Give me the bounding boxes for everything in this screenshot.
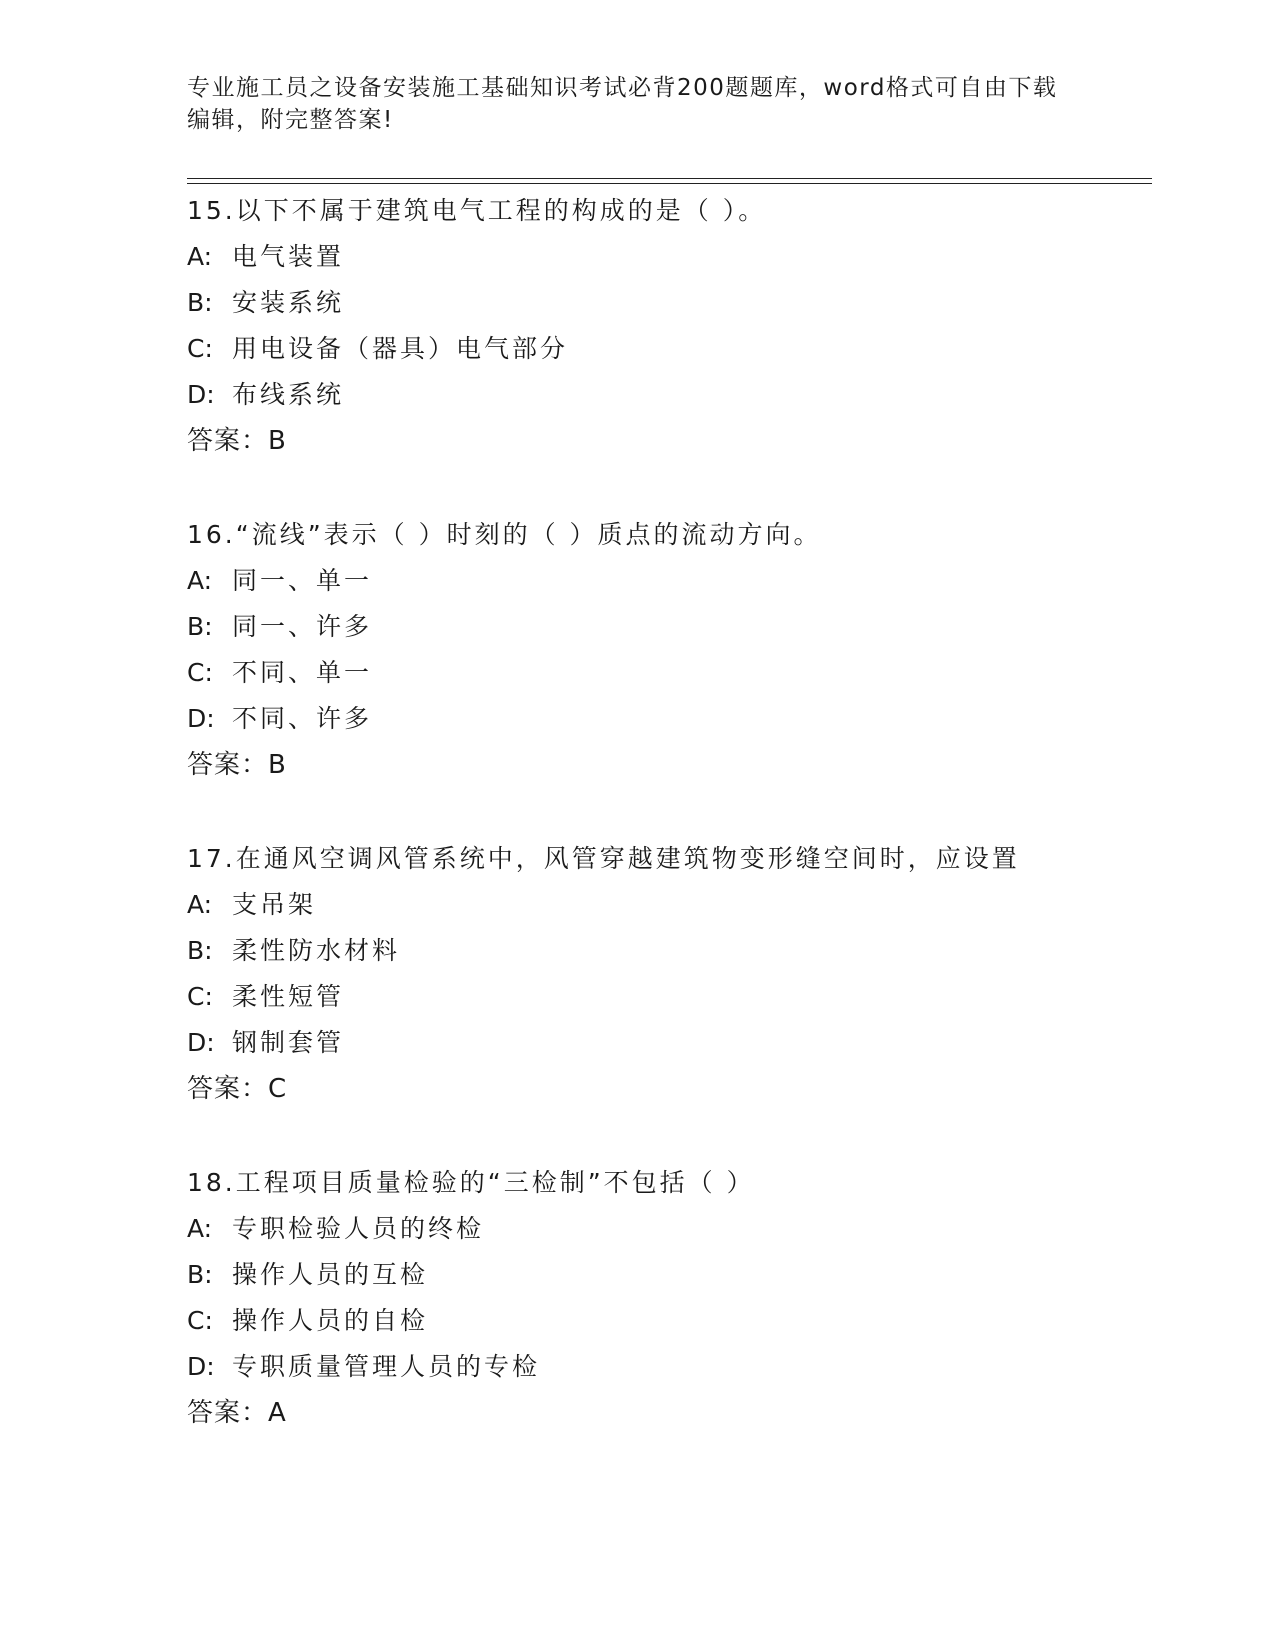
option-c	[187, 1298, 1147, 1344]
option-letter: D:	[187, 380, 215, 409]
header-divider-top	[187, 178, 1152, 179]
option-letter: C:	[187, 1306, 213, 1335]
answer-line: 答案：B	[187, 750, 287, 780]
question-stem: 17.在通风空调风管系统中，风管穿越建筑物变形缝空间时，应设置	[187, 844, 1020, 873]
option-text: 安装系统	[232, 288, 345, 317]
option-text: 钢制套管	[232, 1028, 345, 1057]
option-letter: B:	[187, 936, 213, 965]
option-letter: A:	[187, 566, 213, 595]
answer-line: 答案：B	[187, 426, 287, 456]
option-text: 不同、许多	[232, 704, 373, 733]
option-letter: C:	[187, 334, 213, 363]
option-text: 柔性防水材料	[232, 936, 401, 965]
option-c	[187, 650, 1147, 696]
option-text: 操作人员的互检	[232, 1260, 429, 1289]
header-line-1: 专业施工员之设备安装施工基础知识考试必背200题题库，word格式可自由下载	[187, 75, 1058, 101]
option-a	[187, 1206, 1147, 1252]
option-b	[187, 280, 1147, 326]
option-b	[187, 604, 1147, 650]
option-letter: B:	[187, 1260, 213, 1289]
option-text: 柔性短管	[232, 982, 345, 1011]
option-text: 专职质量管理人员的专检	[232, 1352, 541, 1381]
option-a	[187, 558, 1147, 604]
answer-line: 答案：A	[187, 1398, 287, 1428]
option-d	[187, 1344, 1147, 1390]
option-text: 同一、许多	[232, 612, 373, 641]
option-letter: D:	[187, 704, 215, 733]
option-text: 专职检验人员的终检	[232, 1214, 485, 1243]
option-text: 不同、单一	[232, 658, 373, 687]
option-d	[187, 1020, 1147, 1066]
option-b	[187, 1252, 1147, 1298]
option-letter: A:	[187, 242, 213, 271]
option-letter: C:	[187, 658, 213, 687]
option-letter: A:	[187, 1214, 213, 1243]
option-letter: D:	[187, 1028, 215, 1057]
question-stem: 18.工程项目质量检验的“三检制”不包括（ ）	[187, 1168, 755, 1197]
option-a	[187, 234, 1147, 280]
option-text: 支吊架	[232, 890, 317, 919]
option-text: 同一、单一	[232, 566, 373, 595]
document-header	[187, 72, 1067, 136]
option-d	[187, 696, 1147, 742]
question-stem: 15.以下不属于建筑电气工程的构成的是（ ）。	[187, 196, 767, 225]
question-stem: 16.“流线”表示（ ）时刻的（ ）质点的流动方向。	[187, 520, 822, 549]
option-letter: C:	[187, 982, 213, 1011]
option-text: 用电设备（器具）电气部分	[232, 334, 569, 363]
option-letter: B:	[187, 612, 213, 641]
option-text: 操作人员的自检	[232, 1306, 429, 1335]
option-text: 布线系统	[232, 380, 345, 409]
question-16	[187, 512, 1147, 788]
option-letter: D:	[187, 1352, 215, 1381]
header-line-2: 编辑，附完整答案!	[187, 107, 394, 133]
option-text: 电气装置	[232, 242, 345, 271]
question-17	[187, 836, 1147, 1112]
option-c	[187, 974, 1147, 1020]
option-d	[187, 372, 1147, 418]
option-c	[187, 326, 1147, 372]
option-b	[187, 928, 1147, 974]
header-divider-bottom	[187, 183, 1152, 184]
question-15	[187, 188, 1147, 464]
option-letter: B:	[187, 288, 213, 317]
option-letter: A:	[187, 890, 213, 919]
question-18	[187, 1160, 1147, 1436]
option-a	[187, 882, 1147, 928]
answer-line: 答案：C	[187, 1074, 288, 1104]
